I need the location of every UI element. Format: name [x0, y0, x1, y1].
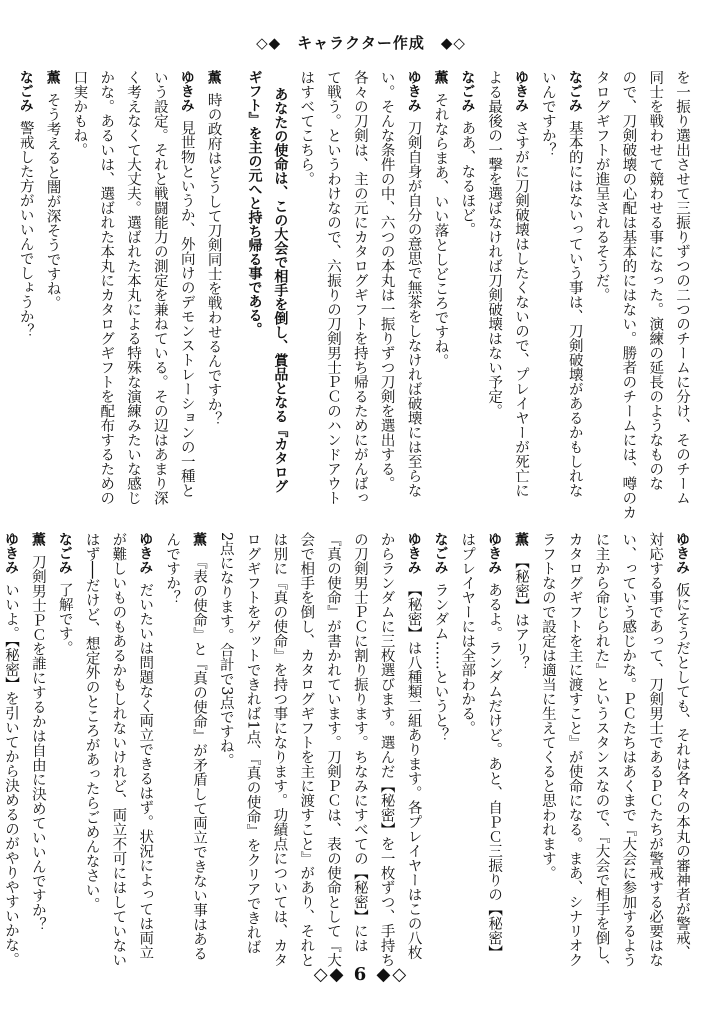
dialogue-line: [400, 532, 427, 960]
line-text: を一振り選出させて三振りずつの二つのチームに分け、そのチーム: [674, 70, 690, 505]
dialogue-line: [212, 532, 239, 950]
dialogue-line: [480, 70, 507, 486]
dialogue-line: [507, 70, 534, 498]
upper-text-block: [17, 70, 695, 520]
dialogue-line: [292, 70, 319, 486]
dialogue-line: [453, 70, 480, 486]
line-text: よる最後の一撃を選ばなければ刀剣破壊はない予定。: [486, 70, 503, 418]
speaker-name: ゆきみ: [513, 70, 530, 112]
speaker-name: なごみ: [432, 532, 449, 574]
dialogue-line: [173, 70, 200, 498]
mission-statement-line-1: あなたの使命は、この大会で相手を倒し、賞品となる『カタログ: [272, 86, 289, 493]
dialogue-line: [51, 532, 78, 950]
line-text: 口実かもね。: [71, 70, 88, 157]
line-text: 見世物というか、外向けのデモンストレーションの一種と: [178, 120, 195, 498]
upper-lines-2: [12, 70, 227, 505]
line-text: 同士を戦わせて競わせる事になった。演練の延長のようなものな: [647, 70, 664, 491]
dialogue-line: [373, 70, 400, 491]
line-text: カタログギフトを主に渡すこと』が使命になる。まあ、シナリオク: [566, 532, 583, 967]
line-text: 刀剣男士ＰＣを誰にするかは自由に決めていいんですか？: [29, 554, 46, 932]
dialogue-line: [534, 532, 561, 950]
dialogue-line: [588, 70, 615, 486]
speaker-name: ゆきみ: [137, 532, 154, 574]
line-text: 警戒した方がいいんでしょうか？: [17, 120, 34, 339]
dialogue-line: [346, 532, 373, 953]
spacer: [227, 70, 241, 486]
line-text: いう設定。それと戦闘能力の測定を兼ねている。その辺はあまり深: [151, 70, 168, 505]
line-text: ああ、なるほど。: [459, 120, 476, 237]
line-text: ランダム……というと？: [432, 582, 449, 743]
dialogue-line: [158, 532, 185, 950]
line-text: ラフトなので設定は適当に生えてくると思われます。: [539, 532, 556, 880]
line-text: だいたいは問題なく両立できるはず。状況によっては両立: [137, 582, 154, 960]
line-text: く考えなくて大丈夫。選ばれた本丸による特殊な演練みたいな感じ: [125, 70, 142, 505]
line-text: 会で相手を倒し、カタログギフトを主に渡すこと』があり、それと: [298, 532, 315, 967]
dialogue-line: [641, 532, 668, 967]
line-text: かな。あるいは、選ばれた本丸にカタログギフトを配布するための: [98, 70, 115, 505]
line-text: からランダムに三枚選びます。選んだ【秘密】を一枚ずつ、手持ち: [378, 532, 395, 967]
dialogue-line: [561, 70, 588, 498]
speaker-name: なごみ: [17, 70, 34, 112]
dialogue-line: [588, 532, 615, 975]
dialogue-line: [400, 70, 427, 498]
dialogue-line: [614, 532, 641, 967]
line-text: て戦う。というわけなので、六振りの刀剣男士ＰＣのハンドアウト: [325, 70, 342, 505]
lower-lines: [0, 532, 695, 975]
line-text: の刀剣男士ＰＣに割り振ります。ちなみにすべての【秘密】には: [351, 532, 368, 953]
line-text: 【秘密】はアリ？: [513, 554, 530, 671]
line-text: いいよ。【秘密】を引いてから決めるのがやりやすいかな。: [2, 582, 19, 967]
dialogue-line: [534, 70, 561, 486]
page-number: ◇◆ 6 ◆◇: [313, 964, 409, 985]
line-text: はプレイヤーには全部わかる。: [459, 532, 476, 735]
mission-statement-line-2: ギフト』を主の元へと持ち帰る事である。: [246, 70, 263, 336]
dialogue-line: [146, 70, 173, 505]
line-text: 仮にそうだとしても、それは各々の本丸の審神者が警戒、: [674, 582, 690, 960]
dialogue-line: [66, 70, 93, 486]
speaker-name: 薫: [513, 532, 530, 546]
line-text: 各々の刀剣は、主の元にカタログギフトを持ち帰るためにがんばっ: [351, 70, 368, 505]
line-text: はず──だけど、想定外のところがあったらごめんなさい。: [83, 532, 100, 912]
dialogue-line: [480, 532, 507, 960]
dialogue-line: [373, 532, 400, 967]
dialogue-line: [0, 532, 24, 967]
line-text: 時の政府はどうして刀剣同士を戦わせるんですか？: [205, 92, 222, 427]
line-text: はすべてこちら。: [298, 70, 315, 186]
dialogue-line: [119, 70, 146, 505]
line-text: 【秘密】は八種類二組あります。各プレイヤーはこの八枚: [405, 582, 422, 960]
speaker-name: 薫: [205, 70, 222, 84]
dialogue-line: [319, 532, 346, 967]
line-text: いんですか？: [539, 70, 556, 157]
speaker-name: 薫: [432, 70, 449, 84]
dialogue-line: [239, 532, 266, 955]
line-text: それならまあ、いい落としどころですね。: [432, 92, 449, 369]
line-text: ログギフトをゲットできれば1点、『真の使命』をクリアできれば: [244, 532, 261, 955]
line-text: あるよ。ランダムだけど。あと、自ＰＣ三振りの【秘密】: [486, 582, 503, 960]
line-text: 刀剣自身が自分の意思で無茶をしなければ破壊には至らな: [405, 120, 422, 498]
dialogue-line: [427, 70, 454, 486]
line-text: タログギフトが進呈されるそうだ。: [593, 70, 610, 302]
dialogue-line: [24, 532, 51, 950]
line-text: 基本的にはないっていう事は、刀剣破壊があるかもしれな: [566, 120, 583, 498]
line-text: 了解です。: [56, 582, 73, 656]
dialogue-line: [78, 532, 105, 950]
line-text: さすがに刀剣破壊はしたくないので、プレイヤーが死亡に: [513, 120, 530, 498]
speaker-name: 薫: [29, 532, 46, 546]
dialogue-line: [12, 70, 39, 486]
speaker-name: ゆきみ: [486, 532, 503, 574]
dialogue-line: [92, 70, 119, 505]
line-text: い、っていう感じかな。ＰＣたちはあくまで『大会に参加するよう: [620, 532, 637, 967]
line-text: ので、刀剣破壊の心配は基本的にはない。勝者のチームには、噂のカ: [620, 70, 637, 520]
line-text: い。そんな条件の中、六つの本丸は一振りずつ刀剣を選出する。: [378, 70, 395, 491]
dialogue-line: [641, 70, 668, 491]
line-text: に主から命じられた』というスタンスなので、『大会で相手を倒し、: [593, 532, 610, 975]
line-text: 『真の使命』が書かれています。刀剣ＰＣは、表の使命として『大: [325, 532, 342, 967]
speaker-name: ゆきみ: [405, 70, 422, 112]
dialogue-line: [185, 532, 212, 961]
dialogue-line: [507, 532, 534, 950]
dialogue-line: [200, 70, 227, 486]
dialogue-line: [346, 70, 373, 505]
dialogue-line: [131, 532, 158, 960]
line-text: が難しいものもあるかもしれないけれど、両立不可にはしていない: [110, 532, 127, 967]
dialogue-line: [427, 532, 454, 950]
speaker-name: なごみ: [56, 532, 73, 574]
dialogue-line: [39, 70, 66, 486]
speaker-name: ゆきみ: [405, 532, 422, 574]
speaker-name: ゆきみ: [2, 532, 19, 574]
page-header: ◇◆ キャラクター作成 ◆◇: [256, 34, 466, 52]
lower-text-block: [2, 532, 695, 975]
dialogue-line: [319, 70, 346, 505]
dialogue-line: [668, 70, 695, 505]
speaker-name: 薫: [44, 70, 61, 84]
speaker-name: なごみ: [459, 70, 476, 112]
upper-lines: [292, 70, 695, 520]
dialogue-line: [668, 532, 695, 960]
dialogue-line: [561, 532, 588, 967]
line-text: は別に『真の使命』を持つ事になります。功績点については、カタ: [271, 532, 288, 967]
line-text: 2点になります。合計で3点ですね。: [217, 532, 234, 768]
dialogue-line: [453, 532, 480, 950]
dialogue-line: [105, 532, 132, 967]
dialogue-line: [266, 532, 293, 967]
speaker-name: ゆきみ: [674, 532, 690, 574]
dialogue-line: [615, 70, 642, 520]
line-text: んですか？: [164, 532, 181, 605]
line-text: そう考えると闇が深そうですね。: [44, 92, 61, 311]
speaker-name: なごみ: [566, 70, 583, 112]
speaker-name: ゆきみ: [178, 70, 195, 112]
line-text: 『表の使命』と『真の使命』が矛盾して両立できない事はある: [190, 554, 207, 961]
speaker-name: 薫: [190, 532, 207, 546]
dialogue-line: [292, 532, 319, 967]
line-text: 対応する事であって、刀剣男士であるＰＣたちが警戒する必要はな: [647, 532, 664, 967]
